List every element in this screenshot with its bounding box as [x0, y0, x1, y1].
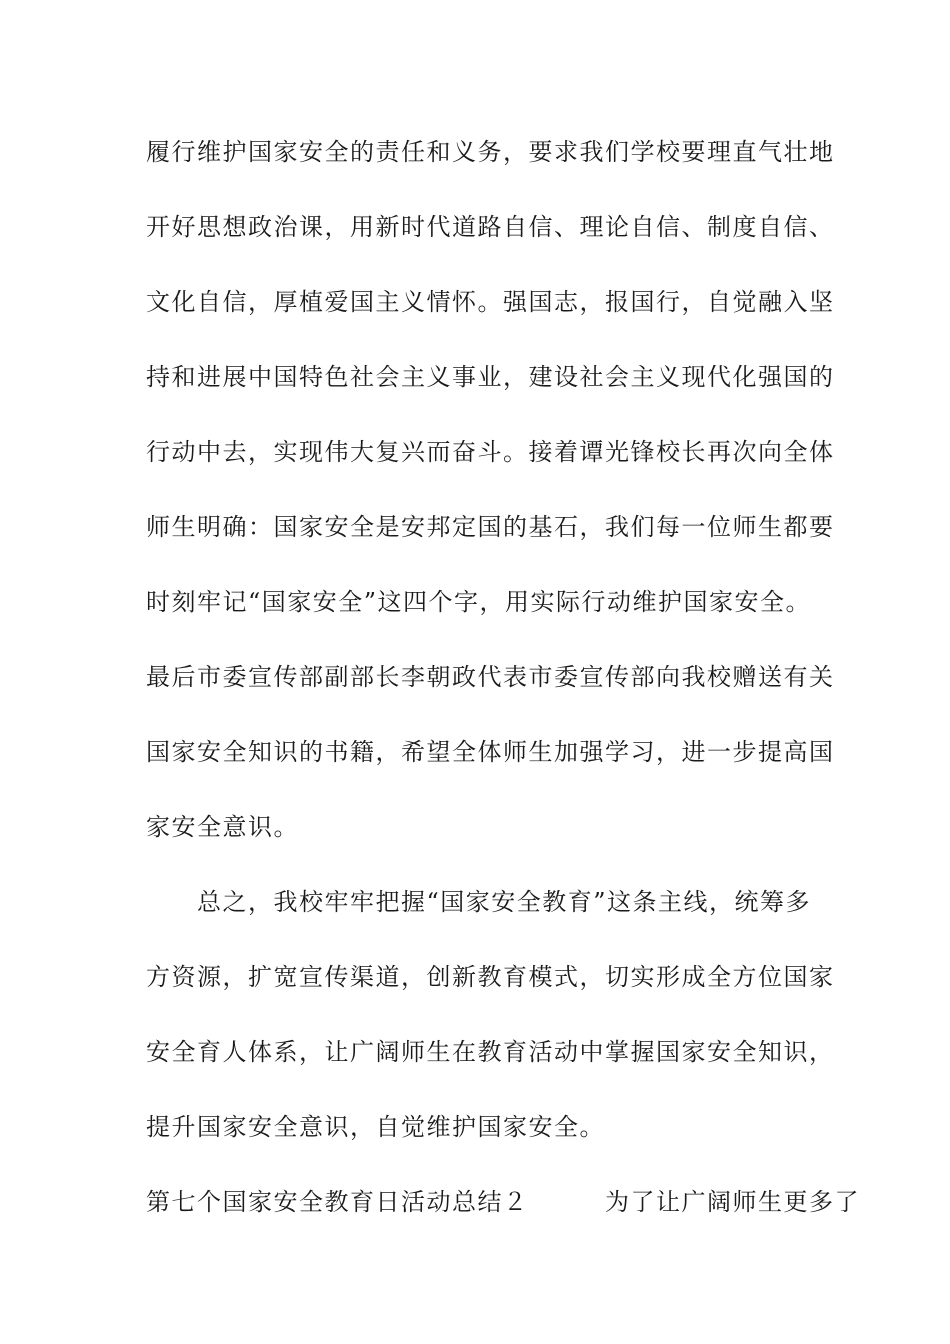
paragraph-line: 提升国家安全意识，自觉维护国家安全。 [146, 1113, 605, 1141]
paragraph-line: 开好思想政治课，用新时代道路自信、理论自信、制度自信、 [146, 213, 835, 241]
paragraph-line: 家安全意识。 [146, 813, 299, 841]
paragraph-line: 时刻牢记“国家安全”这四个字，用实际行动维护国家安全。 [146, 588, 812, 616]
paragraph-line: 履行维护国家安全的责任和义务，要求我们学校要理直气壮地 [146, 138, 835, 166]
paragraph-line: 方资源，扩宽宣传渠道，创新教育模式，切实形成全方位国家 [146, 963, 835, 991]
paragraph-line: 总之，我校牢牢把握“国家安全教育”这条主线，统筹多 [146, 888, 812, 916]
paragraph-line: 最后市委宣传部副部长李朝政代表市委宣传部向我校赠送有关 [146, 663, 835, 691]
paragraph-line: 安全育人体系，让广阔师生在教育活动中掌握国家安全知识， [146, 1038, 835, 1066]
paragraph-line: 行动中去，实现伟大复兴而奋斗。接着谭光锋校长再次向全体 [146, 438, 835, 466]
section-heading-line: 第七个国家安全教育日活动总结２ 为了让广阔师生更多了 [146, 1188, 860, 1216]
paragraph-line: 师生明确：国家安全是安邦定国的基石，我们每一位师生都要 [146, 513, 835, 541]
paragraph-line: 国家安全知识的书籍，希望全体师生加强学习，进一步提高国 [146, 738, 835, 766]
paragraph-line: 持和进展中国特色社会主义事业，建设社会主义现代化强国的 [146, 363, 835, 391]
paragraph-line: 文化自信，厚植爱国主义情怀。强国志，报国行，自觉融入坚 [146, 288, 835, 316]
